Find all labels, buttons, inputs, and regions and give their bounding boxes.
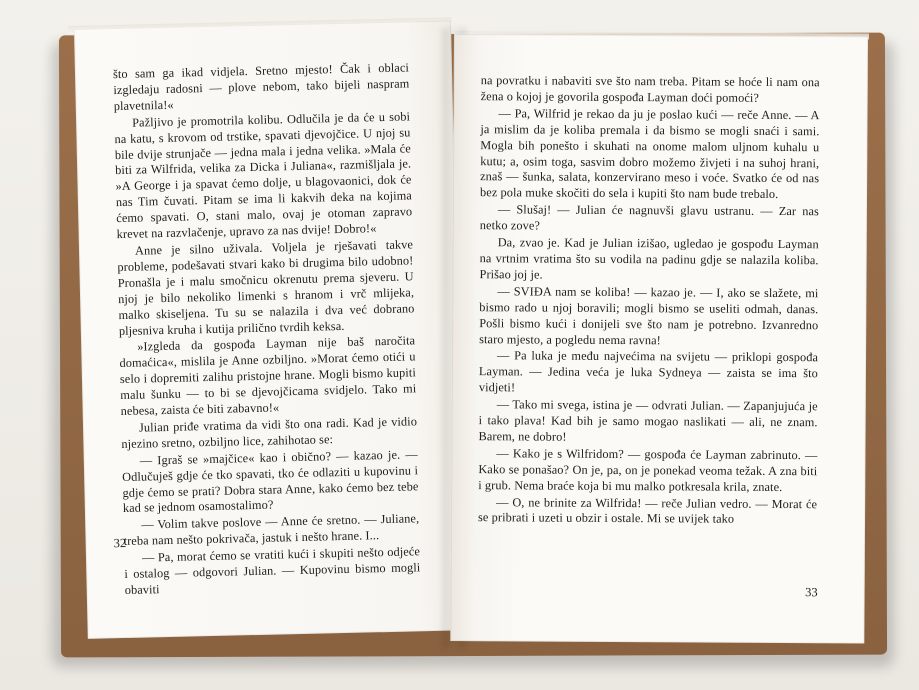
right-paragraph: — Tako mi svega, istina je — odvrati Julian. — Zapanjujuća je i tako plava! Kad bih je samo mogao naslikati — ali, ne znam. Barem, ne dobro! bbox=[478, 397, 818, 444]
left-paragraph: Anne je silno uživala. Voljela je rješavati takve probleme, podešavati stvari kako bi drugima bilo udobno! Pronašla je i malu smočnicu okrenutu prema sjeveru. U njoj je bilo nekoliko limenki s hranom i vrč mlijeka, malko skiseljena. Tu su se nalazila i dva već dobrano pljesniva kruha i kutija prilično tvrdih keksa. bbox=[117, 237, 415, 338]
right-paragraph: na povratku i nabaviti sve što nam treba. Pitam se hoće li nam ona žena o kojoj je govorila gospođa Layman doći pomoći? bbox=[480, 73, 820, 105]
page-number-left: 32 bbox=[113, 535, 127, 551]
right-paragraph: Da, zvao je. Kad je Julian izišao, ugledao je gospođu Layman na vrtnim vratima što su vodila na padinu gdje se nalazila koliba. Prišao joj je. bbox=[479, 235, 819, 282]
right-paragraph: — SVIĐA nam se koliba! — kazao je. — I, ako se slažete, mi bismo rado u njoj boravili; mogli bismo se useliti odmah, danas. Pošli bismo kući i donijeli sve što nam je potrebno. Izvanredno staro mjesto, a pogledu nema ravna! bbox=[479, 284, 819, 347]
left-paragraph: Julian priđe vratima da vidi što ona radi. Kad je vidio njezino sretno, ozbiljno lice, zahihotao se: bbox=[121, 414, 418, 451]
left-paragraph: što sam ga ikad vidjela. Sretno mjesto! Čak i oblaci izgledaju radosni — plove nebom, tako bijeli naspram plavetnila!« bbox=[112, 60, 410, 113]
right-paragraph: — O, ne brinite za Wilfrida! — reče Julian vedro. — Morat će se pribrati i uzeti u obzir i ostale. Mi se uvijek tako bbox=[478, 494, 818, 527]
right-paragraph: — Kako je s Wilfridom? — gospođa će Layman zabrinuto. — Kako se ponašao? On je, pa, on je ponekad veoma težak. A zna biti i grub. Nema braće koja bi mu malko potkresala krila, znate. bbox=[478, 446, 818, 494]
left-paragraph: Pažljivo je promotrila kolibu. Odlučila je da će u sobi na katu, s krovom od trstike, spavati djevojčice. U njoj su bile dvije strunjače — jedna mala i jedna velika. »Mala će biti za Wilfrida, velika za Dicka i Juliana«, razmišljala je. »A George i ja spavat ćemo dolje, u blagovaonici, dok će nas Tim čuvati. Pitam se ima li kakvih deka na kojima ćemo spavati. O, stani malo, ovaj je otoman zapravo krevet na razvlačenje, upravo za nas dvije! Dobro!« bbox=[114, 109, 413, 242]
left-page bbox=[74, 20, 465, 638]
left-paragraph: — Igraš se »majčice« kao i obično? — kazao je. — Odlučuješ gdje će tko spavati, tko će odlaziti u kupovinu i gdje ćemo se prati? Dobra stara Anne, kako ćemo bez tebe kad se jednom osamostalimo? bbox=[122, 447, 419, 516]
page-number-right: 33 bbox=[805, 585, 818, 600]
left-paragraph: — Volim takve poslove — Anne će sretno. — Juliane, treba nam nešto pokrivača, jastuk i nešto hrane. I... bbox=[123, 511, 420, 549]
left-paragraph: »Izgleda da gospođa Layman nije baš naročita domaćica«, mislila je Anne ozbiljno. »Morat ćemo otići u selo i dopremiti zalihu pristojne hrane. Mogli bismo kupiti malu šunku — to bi se djevojčicama svidjelo. Tako mi nebesa, zaista će biti zabavno!« bbox=[119, 333, 417, 419]
right-paragraph: — Slušaj! — Julian će nagnuvši glavu ustranu. — Zar nas netko zove? bbox=[479, 202, 819, 233]
right-paragraph: — Pa luka je među najvećima na svijetu — priklopi gospođa Layman. — Jedina veća je luka Sydneya — zaista se ima što vidjeti! bbox=[478, 348, 819, 395]
right-page bbox=[450, 34, 868, 644]
left-page-text bbox=[113, 60, 421, 599]
left-paragraph: — Pa, morat ćemo se vratiti kući i skupiti nešto odjeće i ostalog — odgovori Julian. — Kupovinu bismo mogli obaviti bbox=[124, 544, 421, 597]
right-page-text bbox=[478, 73, 820, 529]
right-paragraph: — Pa, Wilfrid je rekao da ju je poslao kući — reče Anne. — A ja mislim da je koliba premala i da bismo se mogli snaći i sami. Mogla bih ponešto i skuhati na onome malom uljnom kuhalu u kutu; a, osim toga, sasvim dobro možemo živjeti i na suhoj hrani, znaš — šunka, salata, konzervirano meso i voće. Svatko će od nas bez pola muke skočiti do sela i kupiti što nam bude trebalo. bbox=[479, 106, 820, 202]
